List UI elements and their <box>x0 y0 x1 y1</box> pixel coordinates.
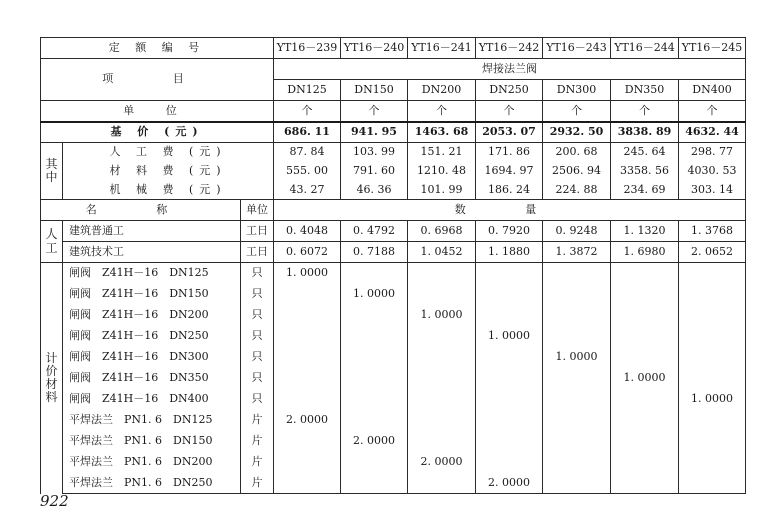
material-row <box>41 452 746 473</box>
unit-cell: 个 <box>274 101 341 122</box>
material-row <box>41 263 746 284</box>
material-cell <box>679 368 746 389</box>
material-cell <box>611 431 679 452</box>
material-cell <box>611 347 679 368</box>
material-unit: 片 <box>241 473 274 494</box>
material-cell <box>341 389 408 410</box>
material-cell <box>543 389 611 410</box>
material-name: 平焊法兰 PN1. 6 DN150 <box>63 431 241 452</box>
spec-cell: DN300 <box>543 80 611 101</box>
material-cell: 2. 0000 <box>476 473 543 494</box>
material-name: 平焊法兰 PN1. 6 DN250 <box>63 473 241 494</box>
material-unit: 只 <box>241 326 274 347</box>
material-name: 闸阀 Z41H－16 DN125 <box>63 263 241 284</box>
material-cell <box>408 347 476 368</box>
labor-cell: 0. 4792 <box>341 221 408 242</box>
material-cell <box>408 284 476 305</box>
material-row <box>41 389 746 410</box>
breakdown-cell: 1210. 48 <box>408 162 476 181</box>
material-cell: 2. 0000 <box>274 410 341 431</box>
material-cell <box>341 347 408 368</box>
material-cell <box>476 284 543 305</box>
material-cell: 1. 0000 <box>543 347 611 368</box>
unit-cell: 个 <box>611 101 679 122</box>
material-row <box>41 347 746 368</box>
labor-unit: 工日 <box>241 242 274 263</box>
labor-cell: 0. 7188 <box>341 242 408 263</box>
spec-cell: DN125 <box>274 80 341 101</box>
material-group-label <box>41 263 63 494</box>
item-title: 焊接法兰阀 <box>274 59 746 80</box>
material-name: 闸阀 Z41H－16 DN150 <box>63 284 241 305</box>
material-cell <box>679 431 746 452</box>
code-cell: YT16－245 <box>679 38 746 59</box>
material-cell <box>611 452 679 473</box>
unit-label: 单 位 <box>41 101 274 122</box>
spec-cell: DN150 <box>341 80 408 101</box>
base-price-cell: 4632. 44 <box>679 122 746 143</box>
material-cell <box>274 326 341 347</box>
material-row <box>41 305 746 326</box>
item-label: 项 目 <box>41 59 274 101</box>
material-cell: 1. 0000 <box>341 284 408 305</box>
breakdown-cell: 303. 14 <box>679 181 746 200</box>
material-cell <box>679 452 746 473</box>
base-price-cell: 941. 95 <box>341 122 408 143</box>
material-row <box>41 473 746 494</box>
material-cell <box>611 284 679 305</box>
page-number: 922 <box>40 492 69 510</box>
breakdown-cell: 151. 21 <box>408 143 476 162</box>
material-cell <box>408 326 476 347</box>
breakdown-cell: 3358. 56 <box>611 162 679 181</box>
material-unit: 片 <box>241 452 274 473</box>
material-name: 闸阀 Z41H－16 DN350 <box>63 368 241 389</box>
base-price-row <box>41 122 746 143</box>
material-cell <box>408 263 476 284</box>
unit-cell: 个 <box>341 101 408 122</box>
unit-cell: 个 <box>543 101 611 122</box>
material-cell <box>611 263 679 284</box>
material-cell <box>341 473 408 494</box>
breakdown-group-label <box>41 143 63 200</box>
code-cell: YT16－242 <box>476 38 543 59</box>
base-price-cell: 2932. 50 <box>543 122 611 143</box>
material-cell <box>341 263 408 284</box>
material-cell <box>543 326 611 347</box>
material-cell <box>611 326 679 347</box>
spec-cell: DN350 <box>611 80 679 101</box>
material-name: 闸阀 Z41H－16 DN400 <box>63 389 241 410</box>
labor-name: 建筑普通工 <box>63 221 241 242</box>
material-cell <box>543 305 611 326</box>
code-cell: YT16－244 <box>611 38 679 59</box>
material-cell <box>341 452 408 473</box>
material-cell <box>679 326 746 347</box>
base-price-cell: 1463. 68 <box>408 122 476 143</box>
spec-cell: DN400 <box>679 80 746 101</box>
labor-cell: 0. 7920 <box>476 221 543 242</box>
labor-group-label <box>41 221 63 263</box>
unit-cell: 个 <box>679 101 746 122</box>
material-cell <box>611 410 679 431</box>
spec-cell: DN250 <box>476 80 543 101</box>
unit-cell: 个 <box>476 101 543 122</box>
breakdown-cell: 46. 36 <box>341 181 408 200</box>
breakdown-label: 材 料 费 (元) <box>63 162 274 181</box>
labor-cell: 1. 0452 <box>408 242 476 263</box>
labor-cell: 1. 1880 <box>476 242 543 263</box>
material-cell <box>476 431 543 452</box>
material-row <box>41 431 746 452</box>
material-cell <box>341 410 408 431</box>
material-unit: 只 <box>241 284 274 305</box>
material-cell <box>476 410 543 431</box>
material-cell <box>543 263 611 284</box>
item-row <box>41 59 746 80</box>
labor-row <box>41 221 746 242</box>
column-quantity-label: 数 量 <box>274 200 746 221</box>
material-cell <box>476 347 543 368</box>
material-unit: 只 <box>241 389 274 410</box>
base-price-cell: 2053. 07 <box>476 122 543 143</box>
material-cell <box>341 305 408 326</box>
material-cell: 1. 0000 <box>679 389 746 410</box>
material-cell <box>611 473 679 494</box>
code-row <box>41 38 746 59</box>
breakdown-cell: 171. 86 <box>476 143 543 162</box>
breakdown-cell: 298. 77 <box>679 143 746 162</box>
breakdown-cell: 186. 24 <box>476 181 543 200</box>
breakdown-group-label-text: 其中 <box>45 156 58 184</box>
material-cell <box>341 368 408 389</box>
material-cell <box>408 410 476 431</box>
material-cell <box>476 368 543 389</box>
breakdown-cell: 555. 00 <box>274 162 341 181</box>
material-cell <box>341 326 408 347</box>
quota-table <box>40 37 746 494</box>
labor-cell: 0. 6072 <box>274 242 341 263</box>
material-cell <box>274 389 341 410</box>
breakdown-cell: 101. 99 <box>408 181 476 200</box>
material-cell <box>274 473 341 494</box>
material-unit: 片 <box>241 431 274 452</box>
breakdown-cell: 1694. 97 <box>476 162 543 181</box>
material-name: 闸阀 Z41H－16 DN200 <box>63 305 241 326</box>
breakdown-cell: 87. 84 <box>274 143 341 162</box>
code-cell: YT16－243 <box>543 38 611 59</box>
labor-cell: 0. 6968 <box>408 221 476 242</box>
material-cell <box>543 284 611 305</box>
spec-cell: DN200 <box>408 80 476 101</box>
material-unit: 片 <box>241 410 274 431</box>
breakdown-cell: 245. 64 <box>611 143 679 162</box>
material-cell <box>543 473 611 494</box>
material-name: 平焊法兰 PN1. 6 DN125 <box>63 410 241 431</box>
material-cell <box>476 305 543 326</box>
material-cell: 1. 0000 <box>476 326 543 347</box>
breakdown-cell: 234. 69 <box>611 181 679 200</box>
column-unit-label: 单位 <box>241 200 274 221</box>
material-cell <box>274 305 341 326</box>
code-cell: YT16－239 <box>274 38 341 59</box>
breakdown-row <box>41 181 746 200</box>
material-row <box>41 284 746 305</box>
breakdown-label: 人 工 费 (元) <box>63 143 274 162</box>
material-cell <box>679 284 746 305</box>
material-row <box>41 326 746 347</box>
material-cell <box>274 347 341 368</box>
unit-row <box>41 101 746 122</box>
labor-unit: 工日 <box>241 221 274 242</box>
base-price-label: 基 价 (元) <box>41 122 274 143</box>
labor-cell: 1. 3768 <box>679 221 746 242</box>
labor-cell: 1. 6980 <box>611 242 679 263</box>
material-cell <box>679 473 746 494</box>
labor-group-label-text: 人工 <box>45 227 58 255</box>
material-unit: 只 <box>241 263 274 284</box>
material-cell <box>679 263 746 284</box>
material-group-label-text: 计价材料 <box>45 350 58 405</box>
material-cell: 2. 0000 <box>408 452 476 473</box>
labor-cell: 0. 4048 <box>274 221 341 242</box>
material-cell <box>611 389 679 410</box>
breakdown-cell: 103. 99 <box>341 143 408 162</box>
code-cell: YT16－240 <box>341 38 408 59</box>
labor-name: 建筑技术工 <box>63 242 241 263</box>
material-name: 闸阀 Z41H－16 DN250 <box>63 326 241 347</box>
column-header-row <box>41 200 746 221</box>
material-cell <box>408 431 476 452</box>
breakdown-row <box>41 143 746 162</box>
material-cell <box>274 284 341 305</box>
material-cell <box>476 389 543 410</box>
material-cell: 1. 0000 <box>611 368 679 389</box>
material-cell <box>543 431 611 452</box>
material-cell: 1. 0000 <box>274 263 341 284</box>
material-unit: 只 <box>241 347 274 368</box>
breakdown-cell: 43. 27 <box>274 181 341 200</box>
material-cell <box>274 452 341 473</box>
material-cell <box>408 389 476 410</box>
breakdown-cell: 200. 68 <box>543 143 611 162</box>
material-cell <box>408 368 476 389</box>
material-cell <box>679 410 746 431</box>
labor-row <box>41 242 746 263</box>
material-cell <box>476 263 543 284</box>
material-unit: 只 <box>241 305 274 326</box>
material-name: 闸阀 Z41H－16 DN300 <box>63 347 241 368</box>
material-cell <box>679 305 746 326</box>
material-row <box>41 410 746 431</box>
material-row <box>41 368 746 389</box>
code-cell: YT16－241 <box>408 38 476 59</box>
unit-cell: 个 <box>408 101 476 122</box>
column-name-label: 名 称 <box>41 200 241 221</box>
breakdown-cell: 791. 60 <box>341 162 408 181</box>
code-label: 定 额 编 号 <box>41 38 274 59</box>
material-cell <box>274 368 341 389</box>
labor-cell: 1. 1320 <box>611 221 679 242</box>
material-cell <box>543 410 611 431</box>
material-unit: 只 <box>241 368 274 389</box>
material-cell <box>408 473 476 494</box>
material-cell <box>611 305 679 326</box>
labor-cell: 2. 0652 <box>679 242 746 263</box>
material-cell <box>274 431 341 452</box>
base-price-cell: 686. 11 <box>274 122 341 143</box>
material-name: 平焊法兰 PN1. 6 DN200 <box>63 452 241 473</box>
material-cell: 1. 0000 <box>408 305 476 326</box>
breakdown-cell: 224. 88 <box>543 181 611 200</box>
breakdown-label: 机 械 费 (元) <box>63 181 274 200</box>
breakdown-cell: 2506. 94 <box>543 162 611 181</box>
labor-cell: 1. 3872 <box>543 242 611 263</box>
material-cell: 2. 0000 <box>341 431 408 452</box>
breakdown-cell: 4030. 53 <box>679 162 746 181</box>
material-cell <box>543 452 611 473</box>
material-cell <box>476 452 543 473</box>
breakdown-row <box>41 162 746 181</box>
material-cell <box>679 347 746 368</box>
material-cell <box>543 368 611 389</box>
labor-cell: 0. 9248 <box>543 221 611 242</box>
base-price-cell: 3838. 89 <box>611 122 679 143</box>
